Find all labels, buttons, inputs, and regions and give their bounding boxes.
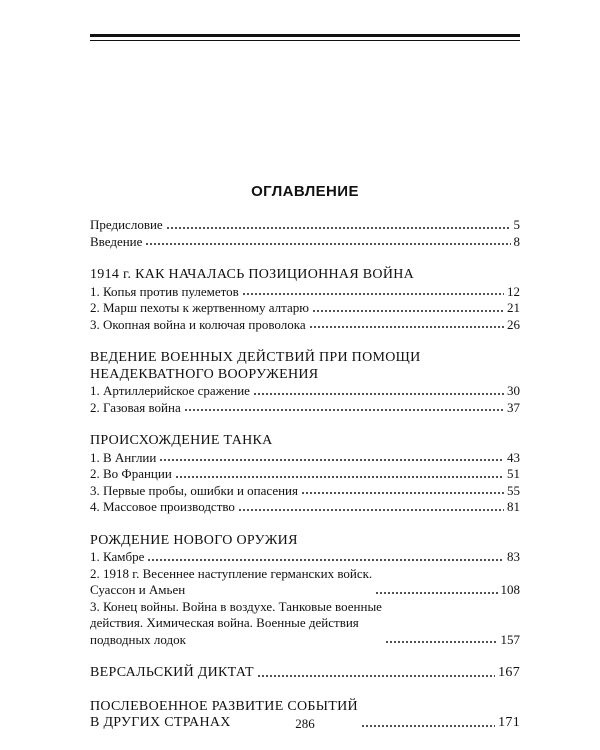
dot-leader <box>375 591 497 595</box>
entry-title: Предисловие <box>90 217 163 232</box>
entry-page-number: 171 <box>498 715 520 730</box>
entry-page-number: 30 <box>507 383 520 398</box>
entry-title: 4. Массовое производство <box>90 499 235 514</box>
toc-section <box>90 267 520 333</box>
dot-leader <box>147 558 504 562</box>
toc-entry <box>90 665 520 682</box>
dot-leader <box>242 292 504 296</box>
toc-title: ОГЛАВЛЕНИЕ <box>251 183 359 200</box>
toc-entry <box>90 400 520 417</box>
toc-entry <box>90 300 520 317</box>
entry-page-number: 21 <box>507 300 520 315</box>
entry-page-number: 12 <box>507 283 520 299</box>
entry-title: 1. Камбре <box>90 549 145 564</box>
entry-page-number: 26 <box>507 316 520 332</box>
toc-entry <box>90 483 520 500</box>
toc-entry <box>90 450 520 467</box>
toc-section <box>90 533 520 649</box>
dot-leader <box>166 226 511 230</box>
entry-page-number: 5 <box>513 217 520 232</box>
top-rule-thick <box>90 34 520 37</box>
entry-title: 3. Первые пробы, ошибки и опасения <box>90 482 298 498</box>
page-number: 286 <box>295 716 315 731</box>
toc-sections <box>90 267 520 648</box>
dot-leader <box>312 309 504 313</box>
toc-section <box>90 433 520 516</box>
toc-entry <box>90 549 520 566</box>
dot-leader <box>309 325 504 329</box>
entry-page-number: 83 <box>507 549 520 564</box>
entry-title: 3. Окопная война и колючая проволока <box>90 316 306 332</box>
toc-entry <box>90 383 520 400</box>
dot-leader <box>238 508 504 512</box>
entry-page-number: 81 <box>507 499 520 514</box>
toc-entry <box>90 566 520 599</box>
dot-leader <box>257 674 495 678</box>
entry-title: Введение <box>90 233 143 249</box>
entry-page-number: 55 <box>507 482 520 498</box>
entry-title: 2. Газовая война <box>90 399 181 415</box>
entry-title: 2. 1918 г. Весеннее наступление германских войск. Суассон и Амьен <box>90 565 373 597</box>
entry-page-number: 43 <box>507 449 520 465</box>
entry-page-number: 51 <box>507 466 520 481</box>
table-of-contents <box>90 217 520 749</box>
dot-leader <box>385 640 498 644</box>
section-heading: 1914 г. КАК НАЧАЛАСЬ ПОЗИЦИОННАЯ ВОЙНА <box>90 267 415 282</box>
entry-title: 3. Конец войны. Война в воздухе. Танковые военные действия. Химическая война. Военные действия подводных лодок <box>90 598 382 647</box>
entry-title: 1. Копья против пулеметов <box>90 283 239 299</box>
toc-section <box>90 665 520 682</box>
entry-page-number: 167 <box>498 665 520 680</box>
toc-entry <box>90 499 520 516</box>
dot-leader <box>184 408 504 412</box>
dot-leader <box>301 491 504 495</box>
top-rule-thin <box>90 40 520 41</box>
section-heading: ПРОИСХОЖДЕНИЕ ТАНКА <box>90 433 273 448</box>
section-heading: РОЖДЕНИЕ НОВОГО ОРУЖИЯ <box>90 532 298 548</box>
toc-entry <box>90 234 520 251</box>
dot-leader <box>159 458 504 462</box>
toc-entry <box>90 599 520 649</box>
entry-title: ПОСЛЕВОЕННОЕ РАЗВИТИЕ СОБЫТИЙ В ДРУГИХ СТРАНАХ <box>90 698 358 730</box>
entry-title: 1. Артиллерийское сражение <box>90 383 250 398</box>
entry-title: 2. Во Франции <box>90 466 172 481</box>
toc-entry <box>90 284 520 301</box>
toc-entry <box>90 317 520 334</box>
toc-entry <box>90 217 520 234</box>
entry-page-number: 37 <box>507 399 520 415</box>
entry-page-number: 157 <box>500 631 520 647</box>
entry-title: 2. Марш пехоты к жертвенному алтарю <box>90 300 309 315</box>
entry-title: ВЕРСАЛЬСКИЙ ДИКТАТ <box>90 665 254 680</box>
front-matter <box>90 217 520 250</box>
section-heading: ВЕДЕНИЕ ВОЕННЫХ ДЕЙСТВИЙ ПРИ ПОМОЩИ НЕАДЕКВАТНОГО ВООРУЖЕНИЯ <box>90 350 421 382</box>
entry-page-number: 8 <box>513 233 520 249</box>
toc-entry <box>90 466 520 483</box>
dot-leader <box>145 242 510 246</box>
dot-leader <box>175 475 504 479</box>
entry-title: 1. В Англии <box>90 449 157 465</box>
entry-page-number: 108 <box>500 582 520 597</box>
dot-leader <box>253 392 504 396</box>
toc-section <box>90 350 520 416</box>
